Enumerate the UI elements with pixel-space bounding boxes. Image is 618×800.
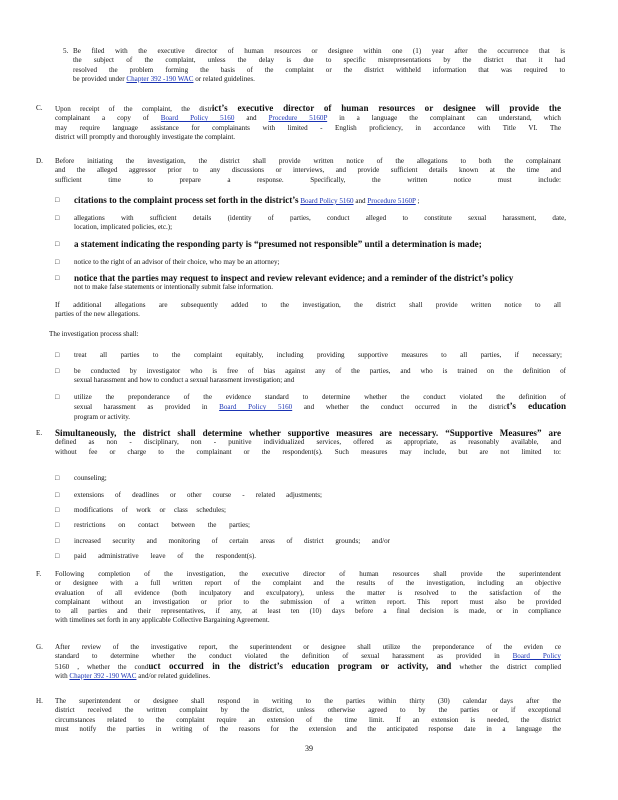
- text-line: or designee with a full written report of the complaint and the results of the investigation, including an objective: [55, 579, 561, 588]
- text-line: Following completion of the investigation, the executive director of human resources shall provide the superintendent: [55, 570, 561, 578]
- section-e-text: [55, 429, 561, 457]
- text-line: be provided under Chapter 392 -190 WAC or related guidelines.: [73, 74, 255, 83]
- text-line: to all parties and their representatives, if any, at least ten (10) days before a final decision is made, or in compliance: [55, 607, 561, 616]
- item-5-number: 5.: [63, 47, 69, 55]
- text-line: may require language assistance for complainants with limited - English proficiency, in accordance with Title VI. The: [55, 123, 561, 132]
- text-line: must notify the parties in writing of the reasons for the extension and the anticipated response date in a language the: [55, 724, 561, 733]
- text-line: the subject of the complaint, unless the delay is due to specific misrepresentations by the district that it had: [73, 56, 565, 65]
- section-g-text: [55, 643, 561, 681]
- board-policy-link[interactable]: Board Policy 5160: [160, 114, 235, 123]
- text-line: and the alleged aggressor prior to any discussions or interviews, and provide sufficient details known at the time and: [55, 166, 561, 175]
- text-line: with timelines set forth in any applicable Collective Bargaining Agreement.: [55, 616, 270, 625]
- board-policy-link[interactable]: Board Policy: [512, 652, 561, 661]
- section-d-text: [55, 157, 561, 185]
- text-line: circumstances related to the complaint require an extension of the time limit. If an extension is needed, the district: [55, 715, 561, 724]
- text-line: district received the written complaint by the district, unless otherwise agreed to by the parties or if exceptional: [55, 706, 561, 715]
- chapter-link[interactable]: Chapter 392 -190 WAC: [126, 74, 194, 83]
- text-line: Be filed with the executive director of human resources or designee within one (1) year after the occurrence that is: [73, 47, 565, 55]
- text-line: resolved the problem forming the basis of the complaint or the district withheld information that was required to: [73, 65, 565, 74]
- document-page: 5. Be filed with the executive director of human resources or designee within one (1) year after the occurrence that is the subject of the complaint, unless the delay is due to specific misrepresentations by the district that it had resolved the problem forming the basis of the complaint or the district withheld information that was required to be provided under Chapter 392 -190 WAC or related guidelines. C. Upon receipt of the complaint, the district’s executive director of human resources or designee will provide the complainant a copy of Board Policy 5160 and Procedure 5160P in a language the complainant can understand, which may require language assistance for complainants with limited - English proficiency, in accordance with Title VI. The district will promptly and thoroughly investigate the complaint. D. Before initiating the investigation, the district shall provide written notice of the allegations to both the complainant and the alleged aggressor prior to any discussions or interviews, and provide sufficient details known at the time and sufficient time to prepare a response. Specifically, the written notice must include: □ citations to the complaint process set forth in the district’s Board Policy 5160 and Procedure 5160P ; □ allegations with sufficient details (identity of parties, conduct alleged to constitute sexual harassment, date, location, implicated policies, etc.); □ a statement indicating the responding party is “presumed not responsible” until a determination is made; □ notice to the right of an advisor of their choice, who may be an attorney; □ notice that the parties may request to inspect and review relevant evidence; and a reminder of the district’s policy not to make false statements or intentionally submit false information. If additional allegations are subsequently added to the investigation, the district shall provide written notice to all parties of the new allegations. The investigation process shall: □ treat all parties to the complaint equitably, including providing supportive measures to all parties, if necessary; □ be conducted by investigator who is free of bias against any of the parties, and who is trained on the definition of sexual harassment and how to conduct a sexual harassment investigation; and □ utilize the preponderance of the evidence standard to determine whether the conduct violated the definition of sexual harassment as provided in Board Policy 5160 and whether the conduct occurred in the district’s education program or activity. E. Simultaneously, the district shall determine whether supportive measures are necessary. “Supportive Measures” are defined as non - disciplinary, non - punitive individualized services, offered as appropriate, as reasonably available, and without fee or charge to the complainant or the respondent(s). Such measures may include, but are not limited to: □ counseling; □ extensions of deadlines or other course - related adjustments; □ modifications of work or class schedules; □ restrictions on contact between the parties; □ increased security and monitoring of certain areas of district grounds; and/or □ paid administrative leave of the respondent(s). F. Following completion of the investigation, the executive director of human resources shall provide the superintendent or designee with a full written report of the complaint and the results of the investigation, including an objective evaluation of all evidence (both inculpatory and exculpatory), unless the matter is resolved to the satisfaction of the complainant without an investigation or prior to the submission of a written report. This report must also be provided to all parties and their representatives, if any, at least ten (10) days before a final decision is made, or in compliance with timelines set forth in any applicable Collective Bargaining Agreement. G. After review of the investigative report, the superintendent or designee shall utilize the preponderance of the eviden ce standard to determine whether the conduct violated the definition of sexual harassment as provided in Board Policy 5160 , whether the conduct occurred in the district’s education program or activity, and whether the district complied with Chapter 392 -190 WAC and/or related guidelines. H. The superintendent or designee shall respond in writing to the parties within thirty (30) calendar days after the district received the written complaint by the district, unless otherwise agreed to by the parties or if exceptional circumstances related to the complaint require an extension of the time limit. If an extension is needed, the district must notify the parties in writing of the reasons for the extension and the anticipated response date in a language the 39: [36, 47, 566, 753]
- investigation-process-heading: The investigation process shall:: [49, 330, 139, 338]
- text-line: district will promptly and thoroughly investigate the complaint.: [55, 132, 236, 141]
- text-line: Before initiating the investigation, the district shall provide written notice of the allegations to both the complainant: [55, 157, 561, 165]
- additional-allegations-text: [55, 301, 561, 320]
- section-e-label: E.: [36, 429, 43, 437]
- section-c-text: [55, 104, 561, 142]
- section-c-label: C.: [36, 104, 43, 112]
- text-line: sufficient time to prepare a response. Specifically, the written notice must include:: [55, 175, 561, 184]
- procedure-link[interactable]: Procedure 5160P: [367, 197, 416, 205]
- text-line: Upon receipt of the complaint, the district’s executive director of human resources or designee will provide the: [55, 104, 561, 113]
- item-5-text: [73, 47, 565, 84]
- section-d-label: D.: [36, 157, 43, 165]
- section-g-label: G.: [36, 643, 43, 651]
- board-policy-link[interactable]: Board Policy 5160: [219, 403, 293, 412]
- text-line: Simultaneously, the district shall determine whether supportive measures are necessary. “Supportive Measures” are: [55, 429, 561, 438]
- text-line: defined as non - disciplinary, non - punitive individualized services, offered as appropriate, as reasonably available, and: [55, 438, 561, 447]
- text-line: without fee or charge to the complainant or the respondent(s). Such measures may include, but are not limited to:: [55, 447, 561, 456]
- text-line: standard to determine whether the conduct violated the definition of sexual harassment as provided in Board Policy: [55, 652, 561, 661]
- text-line: complainant a copy of Board Policy 5160 and Procedure 5160P in a language the complainant can understand, which: [55, 114, 561, 123]
- section-h-label: H.: [36, 697, 43, 705]
- text-line: parties of the new allegations.: [55, 310, 140, 319]
- text-line: If additional allegations are subsequently added to the investigation, the district shall provide written notice to all: [55, 301, 561, 309]
- section-f-label: F.: [36, 570, 42, 578]
- text-line: The superintendent or designee shall respond in writing to the parties within thirty (30) calendar days after the: [55, 697, 561, 705]
- section-f-text: [55, 570, 561, 626]
- text-line: complainant without an investigation or prior to the submission of a written report. This report must also be provided: [55, 597, 561, 606]
- chapter-link[interactable]: Chapter 392 -190 WAC: [69, 671, 137, 680]
- text-line: sexual harassment as provided in Board Policy 5160 and whether the conduct occurred in the district’s education: [74, 402, 566, 412]
- page-number: 39: [305, 744, 313, 753]
- text-line: 5160 , whether the conduct occurred in the district’s education program or activity, and whether the district complied: [55, 661, 561, 671]
- section-h-text: [55, 697, 561, 734]
- text-line: evaluation of all evidence (both inculpatory and exculpatory), unless the matter is resolved to the satisfaction of the: [55, 588, 561, 597]
- procedure-link[interactable]: Procedure 5160P: [268, 114, 328, 123]
- text-line: with Chapter 392 -190 WAC and/or related guidelines.: [55, 671, 211, 680]
- board-policy-link[interactable]: Board Policy 5160: [300, 197, 354, 205]
- text-line: After review of the investigative report, the superintendent or designee shall utilize the preponderance of the eviden ce: [55, 643, 561, 651]
